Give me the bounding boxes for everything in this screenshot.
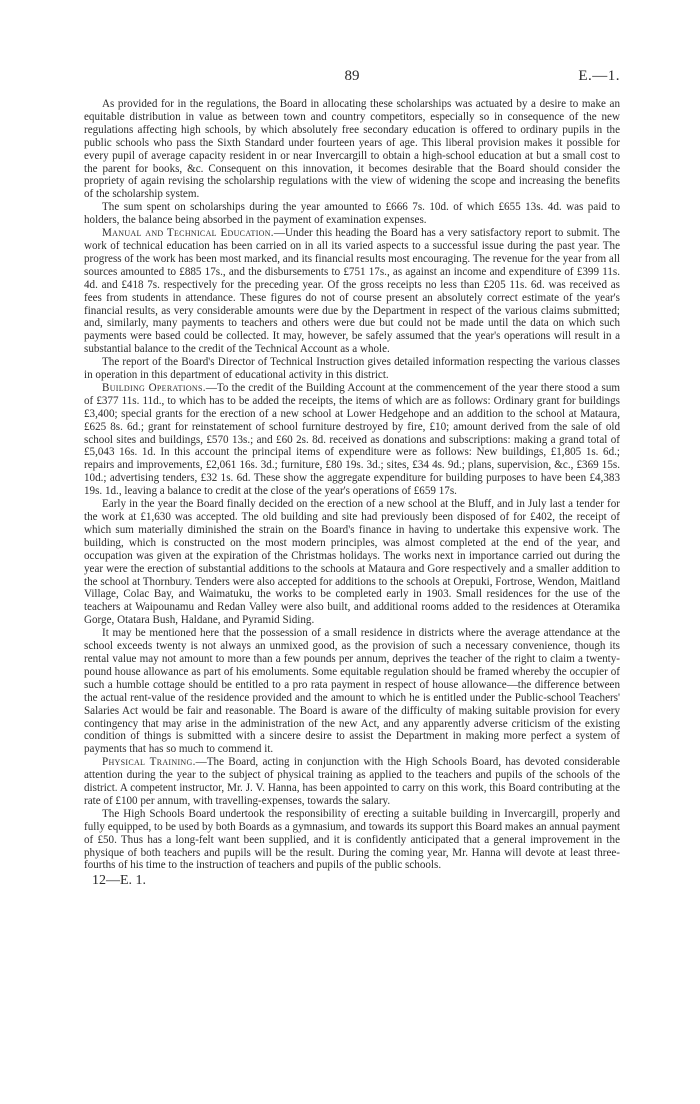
paragraph-gymnasium: [84, 808, 620, 873]
paragraph-text: The High Schools Board undertook the responsibility of erecting a suitable building in Invercargill, properly and fully equipped, to be used by both Boards as a gymnasium, and towards its support this Board makes an annual payment of £50. Thus has a long-felt want been supplied, and it is confidently anticipated that a general improvement in the physique of both teachers and pupils will be the result. During the coming year, Mr. Hanna will devote at least three-fourths of his time to the instruction of teachers and pupils of the public schools.: [84, 807, 620, 872]
document-page: [84, 68, 620, 889]
paragraph-text: The report of the Board's Director of Technical Instruction gives detailed information respecting the various classes in operation in this department of educational activity in this district.: [84, 356, 620, 382]
paragraph-manual-technical-education: [84, 227, 620, 356]
paragraph-text: It may be mentioned here that the possession of a small residence in districts where the average attendance at the school exceeds twenty is not always an unmixed good, as the provision of such a necessary convenience, though its rental value may not amount to more than a few pounds per annum, deprives the teacher of the right to claim a twenty-pound house allowance as part of his emoluments. Some equitable regulation should be framed whereby the occupier of such a humble cottage should be entitled to a pro rata payment in respect of house allowance—the difference between the actual rent-value of the residence provided and the amount to which he is entitled under the Public-school Teachers' Salaries Act would be fair and reasonable. The Board is aware of the difficulty of making suitable provision for every contingency that may arise in the administration of the new Act, and any apparently adverse criticism of the existing condition of things is submitted with a sincere desire to assist the Department in making more perfect a system of payments that has so much to commend it.: [84, 627, 620, 756]
paragraph-scholarship-expenditure: [84, 201, 620, 227]
paragraph-text: As provided for in the regulations, the Board in allocating these scholarships was actuated by a desire to make an equitable distribution in value as between town and country competitors, especially so in consequence of the new regulations affecting high schools, by which absolutely free secondary education is offered to ordinary pupils in the public schools who pass the Sixth Standard under fourteen years of age. This liberal provision makes it possible for every pupil of average capacity resident in or near Invercargill to obtain a high-school education at but a small cost to the parent for books, &c. Consequent on this innovation, it becomes desirable that the Board should consider the propriety of again revising the scholarship regulations with the view of widening the scope and increasing the benefits of the scholarship system.: [84, 98, 620, 201]
section-heading-building-operations: Building Operations.: [102, 381, 206, 394]
paragraph-bluff-school: [84, 498, 620, 627]
document-body: [84, 98, 620, 872]
paragraph-text: The sum spent on scholarships during the year amounted to £666 7s. 10d. of which £655 13s. 4d. was paid to holders, the balance being absorbed in the payment of examination expenses.: [84, 201, 620, 227]
section-heading-physical-training: Physical Training.: [102, 756, 196, 769]
document-reference: E.—1.: [578, 68, 620, 84]
paragraph-text: Early in the year the Board finally decided on the erection of a new school at the Bluff, and in July last a tender for the work at £1,630 was accepted. The old building and site had previously been disposed of for £402, the receipt of which sum materially diminished the strain on the Board's finance in having to undertake this expensive work. The building, which is constructed on the most modern principles, was almost completed at the end of the year, and occupation was given at the expiration of the Christmas holidays. The works next in importance carried out during the year were the erection of substantial additions to the schools at Mataura and Gore respectively and a smaller addition to the school at Thornbury. Tenders were also accepted for additions to the schools at Orepuki, Fortrose, Wendon, Maitland Village, Colac Bay, and Waimatuku, the works to be completed early in 1903. Small residences for the use of the teachers at Waipounamu and Redan Valley were also built, and additional rooms added to the residences at Oteramika Gorge, Otatara Bush, Haldane, and Pyramid Siding.: [84, 498, 620, 627]
paragraph-scholarship-allocation: [84, 98, 620, 201]
page-header: [84, 68, 620, 92]
paragraph-physical-training: [84, 756, 620, 808]
section-heading-manual-technical: Manual and Technical Education.: [102, 227, 274, 240]
paragraph-teacher-residences: [84, 627, 620, 756]
printer-signature: 12—E. 1.: [92, 873, 147, 889]
page-number: 89: [344, 68, 360, 84]
paragraph-technical-report: [84, 356, 620, 382]
paragraph-text: —To the credit of the Building Account at the commencement of the year there stood a sum of £377 11s. 11d., to which has to be added the receipts, the items of which are as follows: Ordinary grant for buildings £3,400; special grants for the erection of a new school at Lower Hedgehope and an addition to the school at Mataura, £625 8s. 6d.; grant for reinstatement of school furniture destroyed by fire, £10; amount derived from the sale of old school sites and buildings, £570 13s.; and £60 2s. 8d. received as donations and subscriptions: making a grand total of £5,043 16s. 1d. In this account the principal items of expenditure were as follows: New buildings, £1,805 1s. 6d.; repairs and improvements, £2,061 16s. 3d.; furniture, £80 19s. 3d.; sites, £34 4s. 9d.; plans, supervision, &c., £369 15s. 10d.; advertising tenders, £32 1s. 6d. These show the aggregate expenditure for building purposes to have been £4,383 19s. 1d., leaving a balance to credit at the close of the year's operations of £659 17s.: [84, 381, 620, 498]
paragraph-building-operations: [84, 382, 620, 498]
paragraph-text: —Under this heading the Board has a very satisfactory report to submit. The work of technical education has been carried on in all its varied aspects to a successful issue during the past year. The progress of the work has been most marked, and its financial results most encouraging. The revenue for the year from all sources amounted to £885 17s., and the disbursements to £751 17s., as against an income and expenditure of £399 11s. 4d. and £418 7s. respectively for the preceding year. Of the gross receipts no less than £205 11s. 6d. was received as fees from students in attendance. These figures do not of course present an absolutely correct estimate of the year's financial results, as very considerable amounts were due by the Department in respect of the various claims submitted; and, similarly, many payments to teachers and others were due but could not be made until the data on which such payments were based could be collected. It may, however, be safely assumed that the year's operations will result in a substantial balance to the credit of the Technical Account as a whole.: [84, 227, 620, 356]
paragraph-text: —The Board, acting in conjunction with the High Schools Board, has devoted considerable attention during the year to the subject of physical training as applied to the teachers and pupils of the schools of the district. A competent instructor, Mr. J. V. Hanna, has been appointed to carry on this work, this Board contributing at the rate of £100 per annum, with travelling-expenses, towards the salary.: [84, 756, 620, 807]
